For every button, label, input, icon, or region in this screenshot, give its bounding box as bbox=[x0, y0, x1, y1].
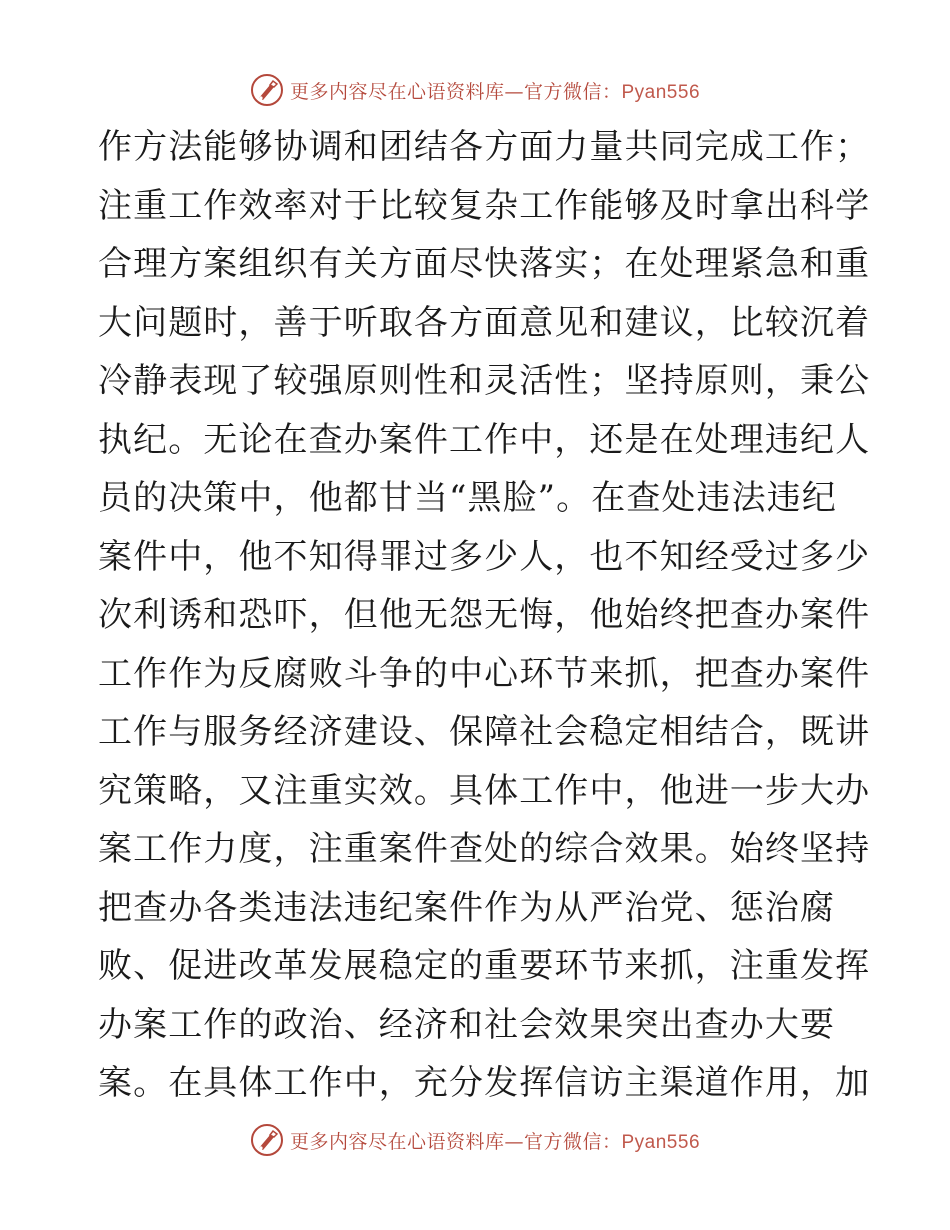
text-line-14: 把查办各类违法违纪案件作为从严治党、惩治腐 bbox=[98, 887, 836, 928]
header-wechat-label: 官方微信： bbox=[523, 80, 622, 103]
text-line-9: 次利诱和恐吓，但他无怨无悔，他始终把查办案件 bbox=[98, 595, 871, 635]
footer-banner bbox=[0, 1120, 950, 1160]
header-brand: 更多内容尽在心语资料库 bbox=[289, 80, 505, 103]
footer-brand: 更多内容尽在心语资料库 bbox=[289, 1130, 505, 1153]
footer-separator: — bbox=[504, 1130, 524, 1153]
fountain-pen-seal-icon bbox=[250, 73, 284, 107]
text-line-12: 究策略，又注重实效。具体工作中，他进一步大办 bbox=[98, 770, 871, 811]
document-body bbox=[98, 118, 871, 1113]
text-line-3: 合理方案组织有关方面尽快落实；在处理紧急和重 bbox=[98, 244, 871, 284]
header-wechat-id: Pyan556 bbox=[621, 81, 701, 103]
footer-wechat-id: Pyan556 bbox=[621, 1131, 701, 1153]
text-line-6: 执纪。无论在查办案件工作中，还是在处理违纪人 bbox=[98, 419, 871, 460]
text-line-10: 工作作为反腐败斗争的中心环节来抓，把查办案件 bbox=[98, 653, 871, 694]
header-separator: — bbox=[504, 80, 524, 103]
footer-brand-text bbox=[290, 1127, 700, 1154]
text-line-4: 大问题时，善于听取各方面意见和建议，比较沉着 bbox=[98, 302, 871, 343]
text-line-2: 注重工作效率对于比较复杂工作能够及时拿出科学 bbox=[98, 185, 871, 226]
fountain-pen-seal-icon bbox=[250, 1123, 284, 1157]
text-line-7: 员的决策中，他都甘当“黑脸”。在查处违法违纪 bbox=[98, 478, 837, 518]
text-line-1: 作方法能够协调和团结各方面力量共同完成工作； bbox=[98, 127, 871, 167]
header-brand-text bbox=[290, 77, 700, 104]
text-line-13: 案工作力度，注重案件查处的综合效果。始终坚持 bbox=[98, 829, 871, 869]
text-line-17: 案。在具体工作中，充分发挥信访主渠道作用，加 bbox=[98, 1063, 871, 1103]
text-line-16: 办案工作的政治、经济和社会效果突出查办大要 bbox=[98, 1004, 836, 1045]
text-line-11: 工作与服务经济建设、保障社会稳定相结合，既讲 bbox=[98, 712, 871, 752]
header-banner bbox=[0, 70, 950, 110]
text-line-5: 冷静表现了较强原则性和灵活性；坚持原则，秉公 bbox=[98, 361, 871, 401]
text-line-8: 案件中，他不知得罪过多少人，也不知经受过多少 bbox=[98, 536, 871, 577]
text-line-15: 败、促进改革发展稳定的重要环节来抓，注重发挥 bbox=[98, 946, 871, 986]
footer-wechat-label: 官方微信： bbox=[523, 1130, 622, 1153]
